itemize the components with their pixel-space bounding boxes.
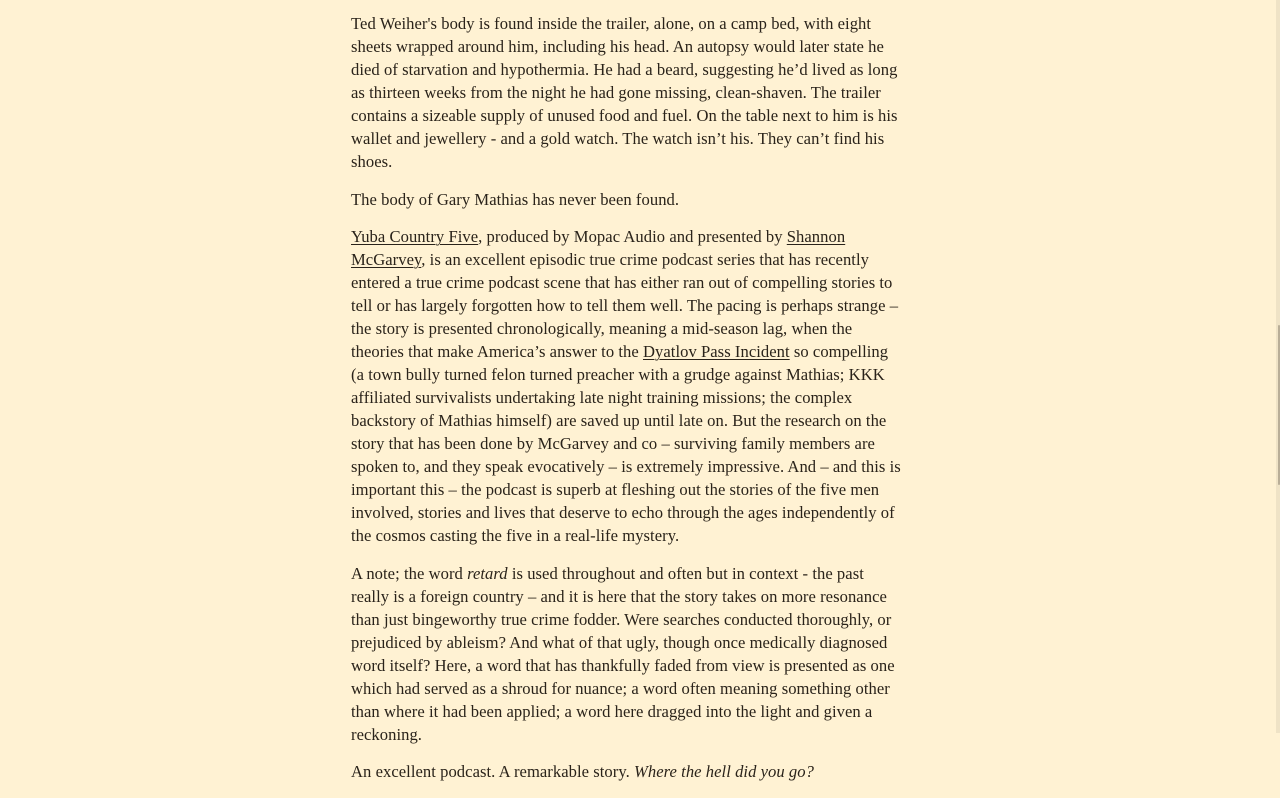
scrollbar[interactable] [1276,0,1280,733]
review-text-3: so compelling (a town bully turned felon turned preacher with a grudge against Mathias; KKK affiliated survivalists undertaking late night training missions; the complex backstory of Mathias himself) are saved up until late on. But the research on the story that has been done by McGarvey and co – surviving family members are spoken to, and they speak evocatively – is extremely impressive. And – and this is important this – the podcast is superb at fleshing out the stories of the five men involved, stories and lives that deserve to echo through the ages independently of the cosmos casting the five in a real-life mystery. [351,342,901,546]
link-shannon-mcgarvey[interactable]: Shannon McGarvey [351,227,846,270]
note-emphasis: retard [467,563,508,583]
review-text-1: , produced by Mopac Audio and presented by [478,227,787,247]
conclusion-emphasis: Where the hell did you go? [634,762,814,782]
paragraph-note [351,562,904,746]
paragraph-conclusion [351,760,904,783]
paragraph-gary-mathias: The body of Gary Mathias has never been found. [351,189,680,209]
note-text-2: is used throughout and often but in context - the past really is a foreign country – and it is here that the story takes on more resonance than just bingeworthy true crime fodder. Were searches conducted thoroughly, or prejudiced by ableism? And what of that ugly, though once medically diagnosed word itself? Here, a word that has thankfully faded from view is presented as one which had served as a shroud for nuance; a word often meaning something other than where it had been applied; a word here dragged into the light and given a reckoning. [351,563,895,744]
paragraph-review [351,225,904,547]
paragraph-trailer: Ted Weiher's body is found inside the trailer, alone, on a camp bed, with eight sheets wrapped around him, including his head. An autopsy would later state he died of starvation and hypothermia. He had a beard, suggesting he’d lived as long as thirteen weeks from the night he had gone missing, clean-shaven. The trailer contains a sizeable supply of unused food and fuel. On the table next to him is his wallet and jewellery - and a gold watch. The watch isn’t his. They can’t find his shoes. [351,14,898,171]
note-text-1: A note; the word [351,563,468,583]
article-body [351,12,904,798]
link-dyatlov-pass-incident[interactable]: Dyatlov Pass Incident [642,342,790,362]
conclusion-text: An excellent podcast. A remarkable story. [351,762,635,782]
link-yuba-country-five[interactable]: Yuba Country Five [351,227,479,247]
review-text-2: , is an excellent episodic true crime podcast series that has recently entered a true crime podcast scene that has either ran out of compelling stories to tell or has largely forgotten how to tell them well. The pacing is perhaps strange – the story is presented chronologically, meaning a mid-season lag, when the theories that make America’s answer to the [351,250,899,362]
